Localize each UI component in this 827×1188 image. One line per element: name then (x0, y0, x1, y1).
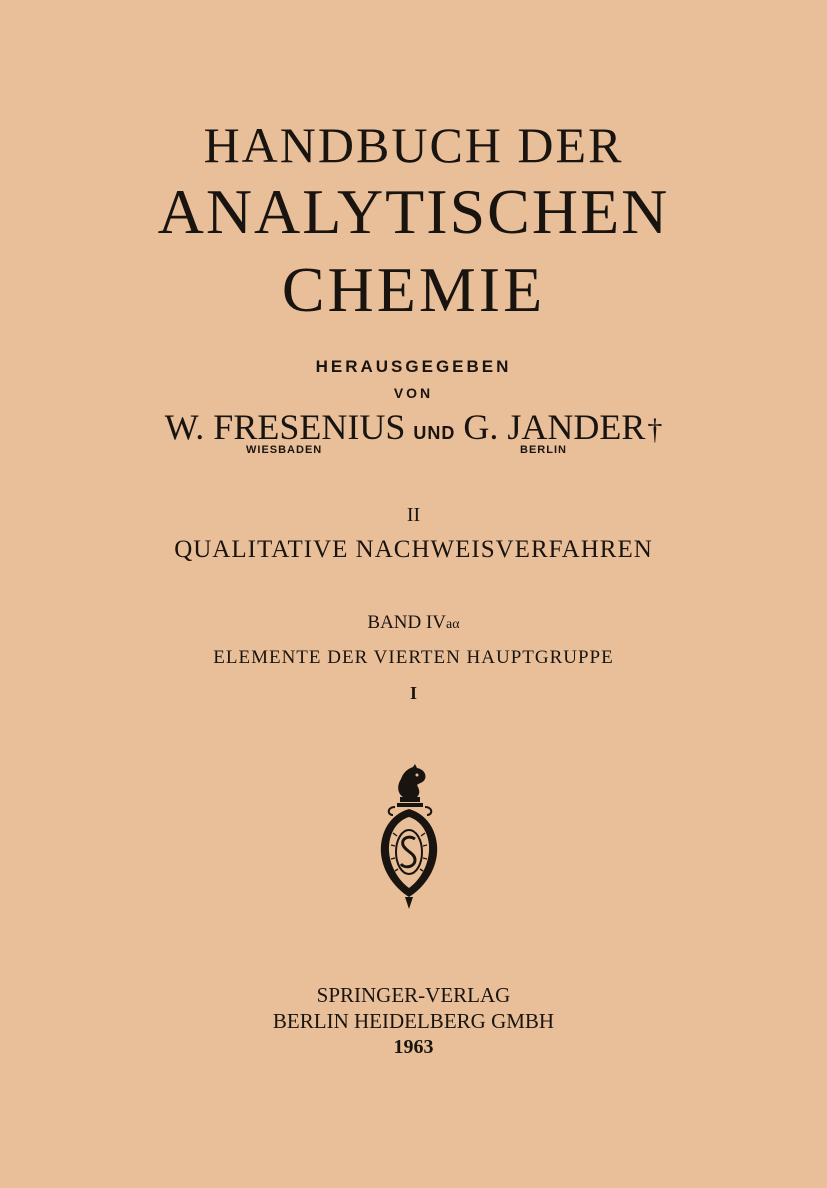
publication-year: 1963 (393, 1036, 434, 1058)
band-number: BAND IV (367, 612, 447, 633)
springer-knight-emblem-icon (373, 763, 445, 911)
editor-1-city: WIESBADEN (246, 444, 323, 456)
editor-2-name: G. JANDER (463, 407, 646, 447)
editor-2-city: BERLIN (520, 444, 567, 456)
title-line-3: CHEMIE (281, 254, 546, 325)
band-title: ELEMENTE DER VIERTEN HAUPTGRUPPE (213, 647, 614, 668)
sub-volume-number: I (409, 683, 417, 703)
publisher-location: BERLIN HEIDELBERG GMBH (272, 1009, 555, 1033)
title-line-1: HANDBUCH DER (203, 117, 624, 173)
band-label (0, 612, 827, 634)
part-number: II (406, 504, 421, 526)
band-suffix: aα (446, 617, 460, 632)
von-label: VON (393, 385, 434, 401)
dagger-mark: † (647, 413, 663, 446)
editors-line (0, 405, 827, 455)
publisher-name: SPRINGER-VERLAG (316, 983, 511, 1007)
part-title: QUALITATIVE NACHWEISVERFAHREN (174, 536, 653, 563)
und-label: UND (413, 423, 456, 443)
herausgegeben-label: HERAUSGEGEBEN (315, 357, 512, 376)
title-line-2: ANALYTISCHEN (157, 176, 670, 247)
editor-1-name: W. FRESENIUS (164, 407, 406, 447)
